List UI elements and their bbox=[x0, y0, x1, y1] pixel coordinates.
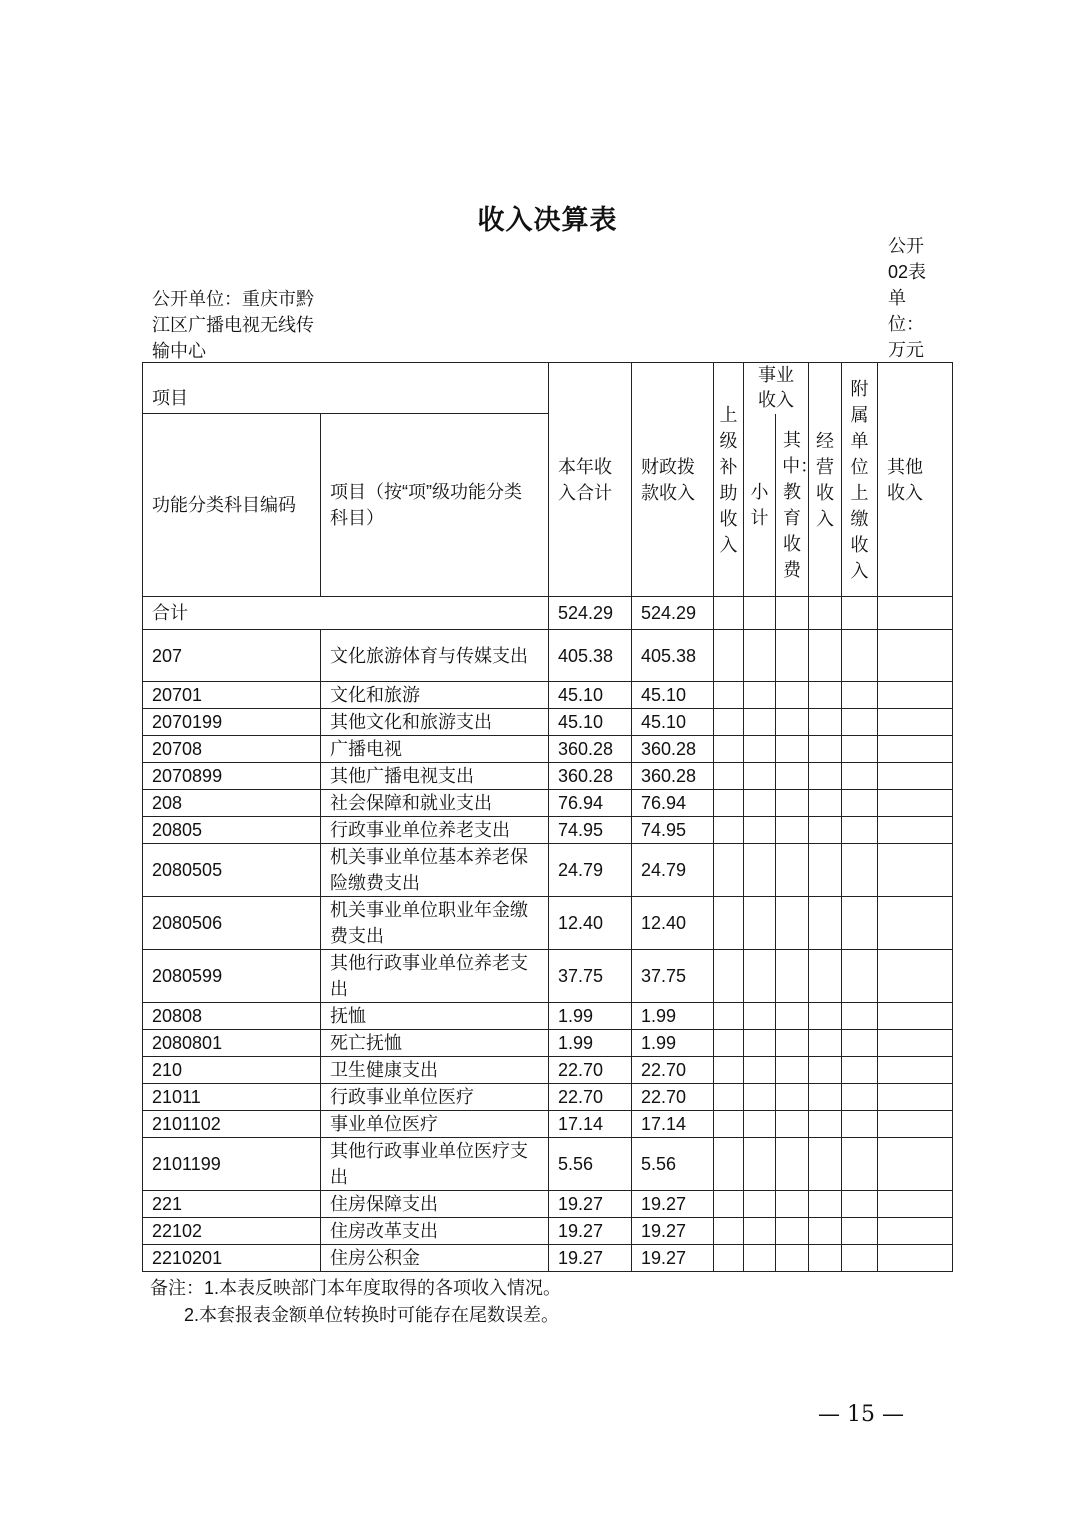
empty-cell bbox=[878, 1245, 953, 1272]
header-business-subtotal: 小计 bbox=[744, 414, 776, 597]
empty-cell bbox=[714, 1111, 744, 1138]
note-2: 2.本套报表金额单位转换时可能存在尾数误差。 bbox=[184, 1305, 560, 1325]
row-code: 2210201 bbox=[143, 1245, 321, 1272]
empty-cell bbox=[744, 1218, 776, 1245]
empty-cell bbox=[744, 763, 776, 790]
empty-cell bbox=[842, 897, 878, 950]
row-code: 207 bbox=[143, 630, 321, 682]
empty-cell bbox=[878, 630, 953, 682]
notes bbox=[150, 1275, 561, 1329]
empty-cell bbox=[809, 682, 842, 709]
row-total: 22.70 bbox=[549, 1057, 632, 1084]
header-business-group: 事业收入 bbox=[744, 363, 809, 414]
empty-cell bbox=[776, 790, 809, 817]
row-fiscal: 1.99 bbox=[632, 1030, 714, 1057]
empty-cell bbox=[878, 817, 953, 844]
form-code: 公开02表 bbox=[888, 236, 927, 282]
row-total: 17.14 bbox=[549, 1111, 632, 1138]
empty-cell bbox=[744, 950, 776, 1003]
empty-cell bbox=[878, 897, 953, 950]
empty-cell bbox=[842, 790, 878, 817]
empty-cell bbox=[744, 1191, 776, 1218]
table-row bbox=[143, 897, 953, 950]
empty-cell bbox=[776, 1245, 809, 1272]
header-code: 功能分类科目编码 bbox=[143, 414, 321, 597]
row-name: 文化旅游体育与传媒支出 bbox=[321, 630, 549, 682]
row-code: 2070199 bbox=[143, 709, 321, 736]
empty-cell bbox=[744, 1057, 776, 1084]
empty-cell bbox=[842, 1084, 878, 1111]
header-project-group: 项目 bbox=[143, 363, 549, 414]
table-row bbox=[143, 790, 953, 817]
empty-cell bbox=[809, 897, 842, 950]
row-total: 45.10 bbox=[549, 709, 632, 736]
empty-cell bbox=[776, 844, 809, 897]
empty-cell bbox=[714, 709, 744, 736]
header-total: 本年收入合计 bbox=[549, 363, 632, 597]
empty-cell bbox=[842, 709, 878, 736]
empty-cell bbox=[714, 817, 744, 844]
table-row bbox=[143, 1030, 953, 1057]
document-title: 收入决算表 bbox=[477, 205, 618, 236]
empty-cell bbox=[714, 630, 744, 682]
row-fiscal: 76.94 bbox=[632, 790, 714, 817]
empty-cell bbox=[878, 1084, 953, 1111]
empty-cell bbox=[714, 1057, 744, 1084]
row-total: 37.75 bbox=[549, 950, 632, 1003]
empty-cell bbox=[714, 1218, 744, 1245]
row-total: 22.70 bbox=[549, 1084, 632, 1111]
table-row bbox=[143, 763, 953, 790]
row-code: 20808 bbox=[143, 1003, 321, 1030]
row-code: 2070899 bbox=[143, 763, 321, 790]
empty-cell bbox=[776, 763, 809, 790]
empty-cell bbox=[714, 1003, 744, 1030]
row-code: 210 bbox=[143, 1057, 321, 1084]
empty-cell bbox=[878, 597, 953, 630]
row-name: 其他文化和旅游支出 bbox=[321, 709, 549, 736]
empty-cell bbox=[842, 1057, 878, 1084]
empty-cell bbox=[809, 1218, 842, 1245]
empty-cell bbox=[809, 597, 842, 630]
empty-cell bbox=[878, 1138, 953, 1191]
row-code: 20708 bbox=[143, 736, 321, 763]
empty-cell bbox=[714, 790, 744, 817]
empty-cell bbox=[878, 1111, 953, 1138]
empty-cell bbox=[809, 817, 842, 844]
empty-cell bbox=[842, 950, 878, 1003]
empty-cell bbox=[776, 1003, 809, 1030]
empty-cell bbox=[776, 682, 809, 709]
empty-cell bbox=[744, 1111, 776, 1138]
empty-cell bbox=[809, 1245, 842, 1272]
header-affiliated: 附属单位上缴收入 bbox=[842, 363, 878, 597]
empty-cell bbox=[776, 1218, 809, 1245]
empty-cell bbox=[714, 950, 744, 1003]
empty-cell bbox=[744, 736, 776, 763]
table-row bbox=[143, 709, 953, 736]
header-fiscal: 财政拨款收入 bbox=[632, 363, 714, 597]
row-name: 抚恤 bbox=[321, 1003, 549, 1030]
empty-cell bbox=[878, 1030, 953, 1057]
empty-cell bbox=[776, 736, 809, 763]
empty-cell bbox=[744, 1030, 776, 1057]
row-fiscal: 360.28 bbox=[632, 763, 714, 790]
row-fiscal: 24.79 bbox=[632, 844, 714, 897]
row-code: 2101199 bbox=[143, 1138, 321, 1191]
empty-cell bbox=[714, 897, 744, 950]
empty-cell bbox=[809, 1030, 842, 1057]
reporting-unit: 公开单位：重庆市黔江区广播电视无线传输中心 bbox=[152, 289, 314, 361]
empty-cell bbox=[776, 597, 809, 630]
empty-cell bbox=[809, 1138, 842, 1191]
row-total: 1.99 bbox=[549, 1003, 632, 1030]
empty-cell bbox=[878, 790, 953, 817]
row-name: 住房改革支出 bbox=[321, 1218, 549, 1245]
table-row bbox=[143, 1084, 953, 1111]
row-total: 19.27 bbox=[549, 1218, 632, 1245]
empty-cell bbox=[776, 1084, 809, 1111]
row-total: 19.27 bbox=[549, 1191, 632, 1218]
row-total: 24.79 bbox=[549, 844, 632, 897]
empty-cell bbox=[776, 709, 809, 736]
empty-cell bbox=[878, 1057, 953, 1084]
empty-cell bbox=[744, 1138, 776, 1191]
row-fiscal: 360.28 bbox=[632, 736, 714, 763]
row-code: 2080506 bbox=[143, 897, 321, 950]
empty-cell bbox=[744, 844, 776, 897]
empty-cell bbox=[842, 844, 878, 897]
empty-cell bbox=[776, 950, 809, 1003]
income-table bbox=[142, 362, 953, 1272]
row-name: 其他行政事业单位养老支出 bbox=[321, 950, 549, 1003]
empty-cell bbox=[842, 736, 878, 763]
page-number: — 15 — bbox=[818, 1402, 904, 1427]
row-code: 20805 bbox=[143, 817, 321, 844]
empty-cell bbox=[878, 709, 953, 736]
empty-cell bbox=[842, 1138, 878, 1191]
empty-cell bbox=[878, 763, 953, 790]
table-row bbox=[143, 817, 953, 844]
row-fiscal: 37.75 bbox=[632, 950, 714, 1003]
row-total: 74.95 bbox=[549, 817, 632, 844]
empty-cell bbox=[776, 1030, 809, 1057]
total-amount: 524.29 bbox=[549, 597, 632, 630]
table-row bbox=[143, 1111, 953, 1138]
row-code: 21011 bbox=[143, 1084, 321, 1111]
empty-cell bbox=[776, 1138, 809, 1191]
table-row bbox=[143, 1003, 953, 1030]
empty-cell bbox=[842, 817, 878, 844]
empty-cell bbox=[809, 790, 842, 817]
row-fiscal: 45.10 bbox=[632, 709, 714, 736]
table-row bbox=[143, 1245, 953, 1272]
total-label: 合计 bbox=[143, 597, 549, 630]
row-total: 45.10 bbox=[549, 682, 632, 709]
row-code: 2080505 bbox=[143, 844, 321, 897]
empty-cell bbox=[714, 1084, 744, 1111]
empty-cell bbox=[744, 682, 776, 709]
empty-cell bbox=[878, 682, 953, 709]
empty-cell bbox=[809, 763, 842, 790]
empty-cell bbox=[878, 1003, 953, 1030]
empty-cell bbox=[744, 1245, 776, 1272]
empty-cell bbox=[744, 630, 776, 682]
empty-cell bbox=[842, 1218, 878, 1245]
row-name: 其他广播电视支出 bbox=[321, 763, 549, 790]
empty-cell bbox=[809, 1111, 842, 1138]
empty-cell bbox=[809, 709, 842, 736]
empty-cell bbox=[809, 1003, 842, 1030]
empty-cell bbox=[714, 1030, 744, 1057]
row-fiscal: 12.40 bbox=[632, 897, 714, 950]
header-name: 项目（按“项”级功能分类科目） bbox=[321, 414, 549, 597]
empty-cell bbox=[842, 682, 878, 709]
table-row bbox=[143, 1191, 953, 1218]
empty-cell bbox=[714, 1191, 744, 1218]
total-row bbox=[143, 597, 953, 630]
empty-cell bbox=[842, 1030, 878, 1057]
row-code: 208 bbox=[143, 790, 321, 817]
empty-cell bbox=[842, 1111, 878, 1138]
row-name: 住房保障支出 bbox=[321, 1191, 549, 1218]
empty-cell bbox=[776, 1111, 809, 1138]
row-name: 事业单位医疗 bbox=[321, 1111, 549, 1138]
empty-cell bbox=[744, 790, 776, 817]
empty-cell bbox=[809, 844, 842, 897]
header-business-edu: 其中：教育收费 bbox=[776, 414, 809, 597]
row-name: 死亡抚恤 bbox=[321, 1030, 549, 1057]
empty-cell bbox=[809, 1084, 842, 1111]
empty-cell bbox=[744, 597, 776, 630]
row-name: 其他行政事业单位医疗支出 bbox=[321, 1138, 549, 1191]
row-code: 20701 bbox=[143, 682, 321, 709]
empty-cell bbox=[809, 736, 842, 763]
empty-cell bbox=[744, 897, 776, 950]
empty-cell bbox=[809, 630, 842, 682]
row-name: 社会保障和就业支出 bbox=[321, 790, 549, 817]
header-superior: 上级补助收入 bbox=[714, 363, 744, 597]
empty-cell bbox=[776, 817, 809, 844]
row-fiscal: 45.10 bbox=[632, 682, 714, 709]
empty-cell bbox=[714, 682, 744, 709]
row-fiscal: 17.14 bbox=[632, 1111, 714, 1138]
empty-cell bbox=[809, 950, 842, 1003]
empty-cell bbox=[744, 709, 776, 736]
empty-cell bbox=[776, 1191, 809, 1218]
empty-cell bbox=[842, 1245, 878, 1272]
row-fiscal: 5.56 bbox=[632, 1138, 714, 1191]
total-fiscal: 524.29 bbox=[632, 597, 714, 630]
table-row bbox=[143, 736, 953, 763]
note-1: 备注：1.本表反映部门本年度取得的各项收入情况。 bbox=[150, 1278, 562, 1298]
empty-cell bbox=[776, 1057, 809, 1084]
table-row bbox=[143, 950, 953, 1003]
empty-cell bbox=[842, 1191, 878, 1218]
empty-cell bbox=[744, 1003, 776, 1030]
row-fiscal: 1.99 bbox=[632, 1003, 714, 1030]
row-total: 5.56 bbox=[549, 1138, 632, 1191]
row-name: 广播电视 bbox=[321, 736, 549, 763]
row-code: 2101102 bbox=[143, 1111, 321, 1138]
empty-cell bbox=[776, 630, 809, 682]
row-name: 机关事业单位基本养老保险缴费支出 bbox=[321, 844, 549, 897]
empty-cell bbox=[714, 1245, 744, 1272]
row-fiscal: 22.70 bbox=[632, 1084, 714, 1111]
empty-cell bbox=[744, 1084, 776, 1111]
row-name: 行政事业单位医疗 bbox=[321, 1084, 549, 1111]
currency-unit: 单位：万元 bbox=[888, 288, 924, 360]
row-name: 文化和旅游 bbox=[321, 682, 549, 709]
table-row bbox=[143, 630, 953, 682]
row-name: 住房公积金 bbox=[321, 1245, 549, 1272]
row-fiscal: 405.38 bbox=[632, 630, 714, 682]
table-row bbox=[143, 844, 953, 897]
row-total: 405.38 bbox=[549, 630, 632, 682]
row-name: 机关事业单位职业年金缴费支出 bbox=[321, 897, 549, 950]
empty-cell bbox=[714, 844, 744, 897]
empty-cell bbox=[714, 597, 744, 630]
row-name: 卫生健康支出 bbox=[321, 1057, 549, 1084]
row-fiscal: 19.27 bbox=[632, 1218, 714, 1245]
row-total: 76.94 bbox=[549, 790, 632, 817]
row-total: 1.99 bbox=[549, 1030, 632, 1057]
row-code: 22102 bbox=[143, 1218, 321, 1245]
empty-cell bbox=[714, 736, 744, 763]
empty-cell bbox=[809, 1057, 842, 1084]
table-row bbox=[143, 682, 953, 709]
empty-cell bbox=[744, 817, 776, 844]
row-fiscal: 74.95 bbox=[632, 817, 714, 844]
empty-cell bbox=[842, 1003, 878, 1030]
table-row bbox=[143, 1218, 953, 1245]
empty-cell bbox=[878, 950, 953, 1003]
header-operating: 经营收入 bbox=[809, 363, 842, 597]
row-code: 2080801 bbox=[143, 1030, 321, 1057]
empty-cell bbox=[842, 630, 878, 682]
row-total: 360.28 bbox=[549, 736, 632, 763]
empty-cell bbox=[809, 1191, 842, 1218]
row-code: 2080599 bbox=[143, 950, 321, 1003]
empty-cell bbox=[878, 1191, 953, 1218]
row-total: 12.40 bbox=[549, 897, 632, 950]
row-name: 行政事业单位养老支出 bbox=[321, 817, 549, 844]
row-total: 19.27 bbox=[549, 1245, 632, 1272]
empty-cell bbox=[878, 844, 953, 897]
header-other: 其他收入 bbox=[878, 363, 953, 597]
row-fiscal: 19.27 bbox=[632, 1191, 714, 1218]
table-row bbox=[143, 1057, 953, 1084]
empty-cell bbox=[776, 897, 809, 950]
empty-cell bbox=[842, 597, 878, 630]
empty-cell bbox=[878, 1218, 953, 1245]
row-code: 221 bbox=[143, 1191, 321, 1218]
row-fiscal: 22.70 bbox=[632, 1057, 714, 1084]
empty-cell bbox=[842, 763, 878, 790]
row-fiscal: 19.27 bbox=[632, 1245, 714, 1272]
empty-cell bbox=[714, 1138, 744, 1191]
form-info bbox=[888, 233, 938, 363]
empty-cell bbox=[714, 763, 744, 790]
row-total: 360.28 bbox=[549, 763, 632, 790]
empty-cell bbox=[878, 736, 953, 763]
table-row bbox=[143, 1138, 953, 1191]
